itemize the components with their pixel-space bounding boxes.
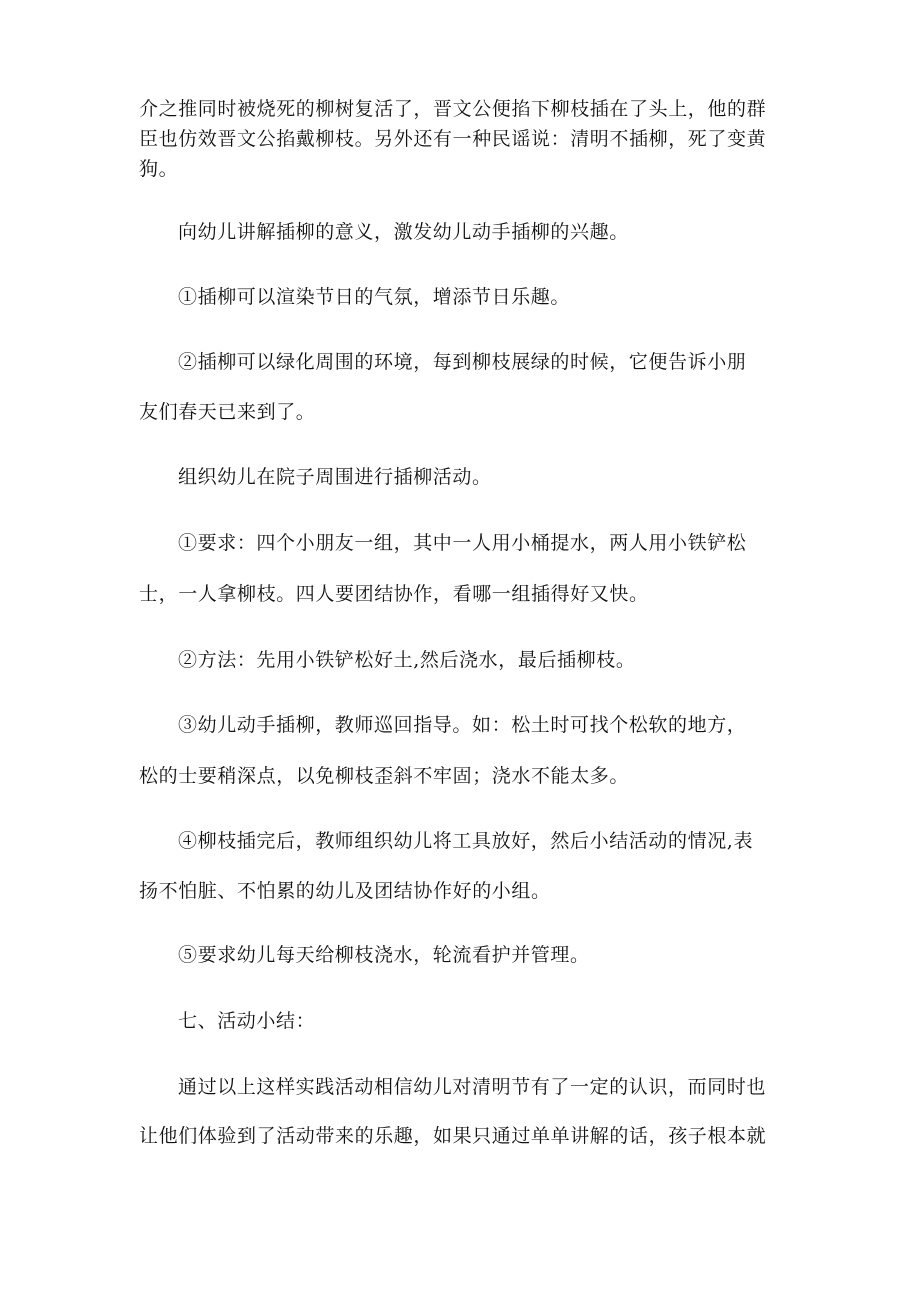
text-line: 向幼儿讲解插柳的意义，激发幼儿动手插柳的兴趣。 (178, 221, 629, 243)
text-line: ⑤要求幼儿每天给柳枝浇水，轮流看护并管理。 (178, 944, 590, 966)
text-line: 通过以上这样实践活动相信幼儿对清明节有了一定的认识，而同时也 (178, 1076, 767, 1098)
text-line: 狗。 (139, 158, 179, 180)
text-line: ③幼儿动手插柳，教师巡回指导。如：松土时可找个松软的地方， (178, 714, 747, 736)
text-line: 组织幼儿在院子周围进行插柳活动。 (178, 466, 492, 488)
text-line: ②插柳可以绿化周围的环境，每到柳枝展绿的时候，它便告诉小朋 (178, 351, 747, 373)
text-line: 扬不怕脏、不怕累的幼儿及团结协作好的小组。 (139, 880, 551, 902)
text-line: 友们春天已来到了。 (139, 401, 316, 423)
text-line: ④柳枝插完后，教师组织幼儿将工具放好，然后小结活动的情况,表 (178, 830, 754, 852)
text-line: 让他们体验到了活动带来的乐趣，如果只通过单单讲解的话，孩子根本就 (139, 1125, 767, 1147)
section-heading: 七、活动小结： (178, 1010, 316, 1032)
text-line: ①要求：四个小朋友一组，其中一人用小桶提水，两人用小铁铲松 (178, 532, 747, 554)
text-line: 松的士要稍深点，以免柳枝歪斜不牢固；浇水不能太多。 (139, 765, 630, 787)
text-line: 士，一人拿柳枝。四人要团结协作，看哪一组插得好又快。 (139, 583, 649, 605)
text-line: ①插柳可以渲染节日的气氛，增添节日乐趣。 (178, 286, 571, 308)
text-line: 介之推同时被烧死的柳树复活了，晋文公便掐下柳枝插在了头上，他的群 (139, 98, 767, 120)
text-line: 臣也仿效晋文公掐戴柳枝。另外还有一种民谣说：清明不插柳，死了变黄 (139, 128, 767, 150)
text-line: ②方法：先用小铁铲松好土,然后浇水，最后插柳枝。 (178, 649, 636, 671)
